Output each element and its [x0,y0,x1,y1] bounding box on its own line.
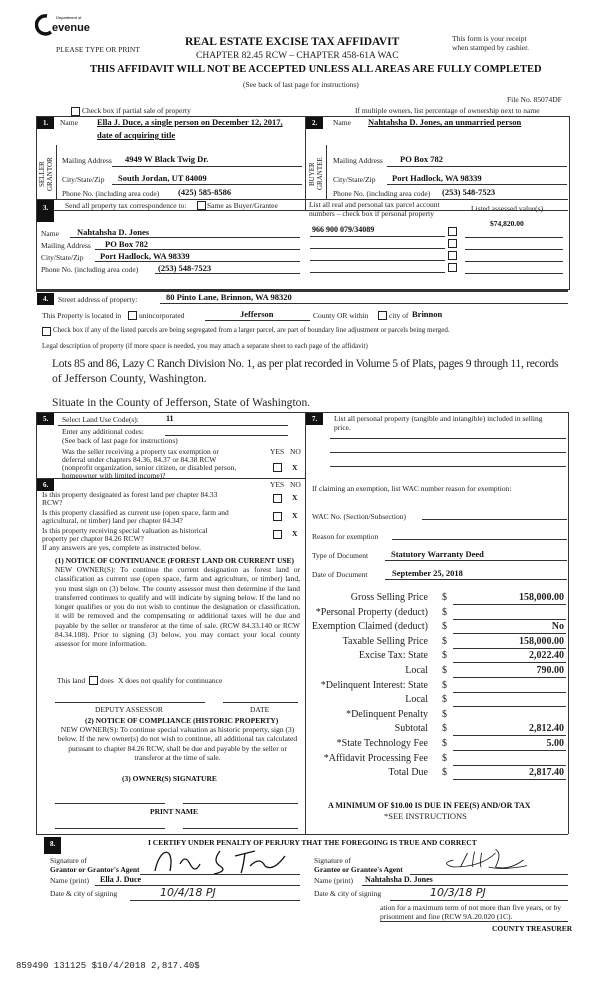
amount-value[interactable]: 5.00 [546,738,564,749]
taxable-selling-price-row [310,636,568,650]
buyer-city[interactable]: Port Hadlock, WA 98339 [392,173,482,183]
grantee-signature-label-2: Grantee or Grantee's Agent [314,865,403,874]
field-line [112,166,302,167]
cashier-stamp: 859490 131125 $10/4/2018 2,817.40$ [16,961,200,971]
notice-compliance-title: (2) NOTICE OF COMPLIANCE (HISTORIC PROPERTY) [85,716,279,725]
same-as-buyer-label: Same as Buyer/Grantee [207,201,278,210]
city-checkbox[interactable] [378,311,387,320]
amount-value[interactable]: 2,022.40 [529,650,564,662]
field-line [465,249,563,250]
field-line [310,236,445,237]
divider [36,290,568,292]
this-land-label: This land [57,676,86,685]
amount-label: *Affidavit Processing Fee [323,752,428,764]
no-header: NO [290,480,301,489]
personal-property-checkbox[interactable] [448,263,457,272]
subtotal-row [310,723,568,737]
land-use-label: Select Land Use Code(s): [62,415,139,424]
field-line [205,320,310,321]
parcel-number[interactable]: 966 900 079/34089 [312,225,375,234]
field-line [465,237,563,238]
historic-yes-checkbox[interactable] [273,530,282,539]
currency-symbol: $ [442,708,447,720]
situate-statement[interactable]: Situate in the County of Jefferson, State of Washington. [52,396,311,409]
personal-property-label-2: price. [334,423,351,432]
section-8-number: 8. [44,837,61,854]
form-title: REAL ESTATE EXCISE TAX AFFIDAVIT [185,36,400,48]
field-line [58,425,288,426]
segregated-label: Check box if any of the listed parcels are being segregated from a larger parcel, are part of boundary line adjustment or parcels being merged. [53,326,450,334]
legal-description-line-2[interactable]: of Jefferson County, Washington. [52,372,207,385]
amount-underline [453,619,566,620]
section-2-number: 2. [306,117,323,129]
grantee-name-label: Name (print) [314,876,353,885]
minimum-due-note: A MINIMUM OF $10.00 IS DUE IN FEE(S) AND/OR TAX [328,801,531,810]
owner-signature-line[interactable] [55,803,165,804]
currency-symbol: $ [442,752,447,764]
amount-underline [453,692,566,693]
amount-label: Local [405,694,428,706]
amount-underline [453,648,566,649]
forest-question-2: RCW? [42,498,63,507]
buyer-side-label: BUYER GRANTEE [308,157,324,191]
buyer-mailing[interactable]: PO Box 782 [400,154,443,164]
amount-label: *Delinquent Penalty [346,708,428,720]
amount-underline [453,779,566,780]
field-line [160,303,568,304]
field-line [95,261,300,262]
amount-value[interactable]: 790.00 [536,665,564,676]
street-address[interactable]: 80 Pinto Lane, Brinnon, WA 98320 [166,292,292,302]
affidavit-processing-fee-row [310,753,568,767]
exemption-question-4: homeowner with limited income)? [62,471,166,480]
grantor-date-city[interactable]: 10/4/18 PJ [160,886,216,899]
personal-property-checkbox[interactable] [448,239,457,248]
section-7-number: 7. [306,413,323,425]
corr-phone[interactable]: (253) 548-7523 [158,263,212,273]
divider [36,412,37,834]
yes-header: YES [270,447,285,456]
amount-label: Subtotal [394,723,428,735]
legal-description-line-1[interactable]: Lots 85 and 86, Lazy C Ranch Division No. 1, as per plat recorded in Volume 5 of Plats, pages 9 through 11, records [52,357,559,370]
currency-symbol: $ [442,606,447,618]
notice-compliance-body: NEW OWNER(S): To continue special valuation as historic property, sign (3) below. If the new owner(s) do not wish to continue, all additional tax calculated pursuant to chapter 84.26 RCW, shall be due and payable by the seller or transferor at the time of sale. [57,725,298,762]
county-name[interactable]: Jefferson [240,309,274,319]
amount-label: *Delinquent Interest: State [320,679,428,691]
exemption-yes-checkbox[interactable] [273,463,282,472]
amount-underline [453,765,566,766]
amount-underline [453,677,566,678]
grantor-date-label: Date & city of signing [50,889,118,898]
total-due-value[interactable]: 2,817.40 [529,767,564,779]
amount-underline [453,750,566,751]
perjury-note-2: prisonment and fine (RCW 9A.20.020 (1C). [380,912,513,921]
assessed-label: Listed assessed value(s) [471,204,544,213]
additional-codes-field[interactable] [165,435,288,436]
land-use-code[interactable]: 11 [166,414,174,423]
qualifies-checkbox[interactable] [89,676,98,685]
exemption-question-2: deferral under chapters 84.36, 84.37 or 84.38 RCW [62,455,217,464]
seller-name-cont[interactable]: date of acquiring title [97,130,176,140]
form-warning: THIS AFFIDAVIT WILL NOT BE ACCEPTED UNLESS ALL AREAS ARE FULLY COMPLETED [90,64,542,75]
section-5-number: 5. [37,413,54,425]
receipt-note-2: when stamped by cashier. [452,43,530,52]
grantee-signature[interactable] [420,846,550,876]
section-3-number: 3. [37,200,54,222]
buyer-name-label: Name [333,118,351,127]
delinquent-interest-state-row [310,680,568,694]
partial-sale-checkbox[interactable] [71,107,80,116]
field-line [130,900,300,901]
current-use-question-2: agricultural, or timber) land per chapter 84.34? [42,516,183,525]
certify-statement: I CERTIFY UNDER PENALTY OF PERJURY THAT THE FOREGOING IS TRUE AND CORRECT [148,838,477,847]
currency-symbol: $ [442,723,447,735]
amount-label: *State Technology Fee [336,738,428,749]
historic-question-1: Is this property receiving special valuation as historical [42,526,208,535]
parcel-label-1: List all real and personal tax parcel account [309,200,440,209]
amount-label: Exemption Claimed (deduct) [311,621,428,633]
amount-label: Total Due [388,767,428,779]
corr-name[interactable]: Nahtahsha D. Jones [77,227,150,237]
divider [36,199,568,200]
amount-underline [453,633,566,634]
notice-continuance-body: NEW OWNER(S): To continue the current designation as forest land or classification as current use (open space, farm and agriculture, or timber) land, you must sign on (3) below. The county assessor must then determine if the land transferred continues to qualify and will indicate by signing below. If the land no longer qualifies or you do not wish to continue the designation or classification, it will be removed and the compensating or additional taxes will be due and payable by the seller or transferor at the time of sale. (RCW 84.33.140 or RCW 84.34.108). Prior to signing (3) below, you may contact your local county assessor for more information. [55,565,300,649]
wac-number-field[interactable] [422,519,567,520]
field-line [310,248,445,249]
currency-symbol: $ [442,679,447,691]
buyer-city-label: City/State/Zip [333,175,376,184]
send-correspondence-label: Send all property tax correspondence to: [65,201,187,210]
owner-print-name-line[interactable] [55,828,165,829]
field-line [310,260,445,261]
exemption-reason-field[interactable] [392,539,567,540]
parcel-label-2: numbers – check box if personal property [309,209,434,218]
unincorporated-checkbox[interactable] [128,311,137,320]
additional-codes-note: (See back of last page for instructions) [62,436,178,445]
currency-symbol: $ [442,635,447,647]
personal-property-checkbox[interactable] [448,227,457,236]
seller-city-label: City/State/Zip [62,175,105,184]
receipt-note-1: This form is your receipt [452,34,527,43]
exemption-question-3: (nonprofit organization, senior citizen, or disabled person, [62,463,237,472]
amount-underline [453,604,566,605]
see-back-note: (See back of last page for instructions) [243,80,359,89]
field-line [465,273,563,274]
seller-mailing[interactable]: 4949 W Black Twig Dr. [125,154,209,164]
corr-mailing[interactable]: PO Box 782 [105,239,148,249]
seller-name[interactable]: Ella J. Duce, a single person on December 12, 2017, [97,117,283,127]
field-line [155,273,300,274]
field-line [380,921,568,922]
city-of-label: city of [389,311,409,320]
delinquent-interest-local-row [310,694,568,708]
perjury-note-1: ation for a maximum term of not more than five years, or by [380,903,561,912]
seller-name-label: Name [60,118,78,127]
seller-mailing-label: Mailing Address [62,156,112,165]
grantor-signature-label-1: Signature of [50,856,87,865]
forest-no-mark[interactable]: X [292,493,298,502]
divider [568,412,569,834]
personal-property-row [310,607,568,621]
amount-label: Local [405,665,428,676]
assessor-signature-line[interactable] [55,702,205,703]
grantee-date-city[interactable]: 10/3/18 PJ [430,886,486,899]
please-type-note: PLEASE TYPE OR PRINT [56,45,140,54]
wac-number-label: WAC No. (Section/Subsection) [312,512,406,521]
does-not-label: X does not qualify for continuance [118,676,223,685]
field-line [410,874,568,875]
deputy-assessor-label: DEPUTY ASSESSOR [95,705,163,714]
forest-question-1: Is this property designated as forest land per chapter 84.33 [42,490,218,499]
seller-phone-label: Phone No. (including area code) [62,189,160,198]
multiple-owners-note: If multiple owners, list percentage of ownership next to name [355,106,540,115]
divider [36,412,568,413]
exemption-reason-label: Reason for exemption [312,532,379,541]
excise-tax-state-row [310,650,568,664]
document-type[interactable]: Statutory Warranty Deed [391,549,484,559]
corr-phone-label: Phone No. (including area code) [41,265,139,274]
current-use-yes-checkbox[interactable] [273,512,282,521]
city-name[interactable]: Brinnon [412,309,443,319]
corr-city[interactable]: Port Hadlock, WA 98339 [100,251,190,261]
currency-symbol: $ [442,592,447,603]
exemption-no-mark[interactable]: X [292,463,298,472]
document-date-label: Date of Document [312,570,368,579]
personal-property-checkbox[interactable] [448,251,457,260]
owner-signature-label: (3) OWNER(S) SIGNATURE [122,774,217,783]
additional-codes-label: Enter any additional codes: [62,427,144,436]
field-line [112,184,302,185]
grantor-name[interactable]: Ella J. Duce [100,875,142,884]
file-number: File No. 85074DF [507,95,562,104]
assessed-value[interactable]: $74,820.00 [490,219,524,228]
personal-property-line[interactable] [330,438,566,439]
exemption-claimed-row [310,621,568,635]
field-line [390,900,568,901]
date-label: DATE [250,705,270,714]
divider [305,116,306,210]
delinquent-penalty-row [310,709,568,723]
personal-property-line[interactable] [330,466,566,467]
currency-symbol: $ [442,694,447,706]
grantor-name-label: Name (print) [50,876,89,885]
excise-tax-local-row [310,665,568,679]
document-date[interactable]: September 25, 2018 [392,568,463,578]
grantee-signature-label-1: Signature of [314,856,351,865]
seller-side-label: SELLER GRANTOR [38,157,54,191]
document-type-label: Type of Document [312,551,369,560]
field-line [310,272,445,273]
see-instructions-note: *SEE INSTRUCTIONS [384,811,467,821]
forest-yes-checkbox[interactable] [273,494,282,503]
divider [56,145,57,199]
amount-value[interactable]: 158,000.00 [519,635,564,647]
buyer-name[interactable]: Nahtahsha D. Jones, an unmarried person [368,117,522,127]
currency-symbol: $ [442,621,447,633]
grantor-signature[interactable] [150,846,300,876]
currency-symbol: $ [442,738,447,749]
segregated-checkbox[interactable] [42,327,51,336]
gross-selling-price-value[interactable]: 158,000.00 [519,592,564,603]
svg-text:Department of: Department of [56,15,82,20]
corr-city-label: City/State/Zip [41,253,84,262]
assessor-date-line[interactable] [223,702,298,703]
amount-underline [453,735,566,736]
divider [305,412,306,834]
does-label: does [100,676,114,685]
corr-name-label: Name [41,229,59,238]
unincorporated-label: unincorporated [139,311,185,320]
field-line [70,237,300,238]
partial-sale-label: Check box if partial sale of property [82,106,191,115]
section-1-number: 1. [37,117,54,129]
amount-value[interactable]: No [551,621,564,633]
notice-continuance-title: (1) NOTICE OF CONTINUANCE (FOREST LAND OR CURRENT USE) [55,556,295,565]
amount-underline [453,662,566,663]
field-line [385,560,567,561]
county-treasurer-label: COUNTY TREASURER [492,924,573,933]
form-chapter: CHAPTER 82.45 RCW – CHAPTER 458-61A WAC [196,51,399,61]
seller-phone[interactable]: (425) 585-8586 [178,187,232,197]
currency-symbol: $ [442,650,447,662]
currency-symbol: $ [442,767,447,779]
divider [326,145,327,199]
current-use-question-1: Is this property classified as current use (open space, farm and [42,508,229,517]
amount-label: Excise Tax: State [358,650,428,662]
buyer-mailing-label: Mailing Address [333,156,383,165]
amount-label: Gross Selling Price [350,592,428,603]
currency-symbol: $ [442,665,447,676]
current-use-no-mark[interactable]: X [292,511,298,520]
owner-print-name-line[interactable] [183,828,298,829]
buyer-phone-label: Phone No. (including area code) [333,189,431,198]
personal-property-line[interactable] [330,452,566,453]
print-name-label: PRINT NAME [150,807,198,816]
dor-logo [35,12,95,38]
owner-signature-line[interactable] [183,803,298,804]
exemption-question-1: Was the seller receiving a property tax exemption or [62,447,219,456]
state-technology-fee-row [310,738,568,752]
personal-property-label-1: List all personal property (tangible and intangible) included in selling [334,414,543,423]
street-address-label: Street address of property: [58,295,138,304]
field-line [387,184,567,185]
divider [36,834,568,835]
section-4-number: 4. [37,293,54,305]
seller-city[interactable]: South Jordan, UT 84009 [118,173,207,183]
historic-no-mark[interactable]: X [292,529,298,538]
field-line [140,874,300,875]
located-in-label: This Property is located in [42,311,122,320]
section-6-number: 6. [37,479,54,491]
same-as-buyer-checkbox[interactable] [197,201,206,210]
buyer-phone[interactable]: (253) 548-7523 [442,187,496,197]
amount-value[interactable]: 2,812.40 [529,723,564,735]
field-line [385,579,567,580]
corr-mailing-label: Mailing Address [41,241,91,250]
if-yes-note: If any answers are yes, complete as instructed below. [42,543,202,552]
no-header: NO [290,447,301,456]
grantor-signature-label-2: Grantor or Grantor's Agent [50,865,140,874]
grantee-date-label: Date & city of signing [314,889,382,898]
county-or-within-label: County OR within [313,311,369,320]
legal-description-label: Legal description of property (if more space is needed, you may attach a separate sheet to each page of the affidavit) [42,342,368,350]
gross-selling-price-row [310,592,568,606]
historic-question-2: property per chapter 84.26 RCW? [42,534,144,543]
amount-label: *Personal Property (deduct) [315,606,428,618]
field-line [465,261,563,262]
yes-header: YES [270,480,285,489]
total-due-row [310,767,568,781]
amount-label: Taxable Selling Price [342,635,428,647]
exemption-wac-label: If claiming an exemption, list WAC number reason for exemption: [312,484,512,493]
grantee-name[interactable]: Nahtahsha D. Jones [365,875,433,884]
amount-underline [453,706,566,707]
field-line [387,166,567,167]
field-line [95,249,300,250]
svg-text:evenue: evenue [52,22,90,34]
